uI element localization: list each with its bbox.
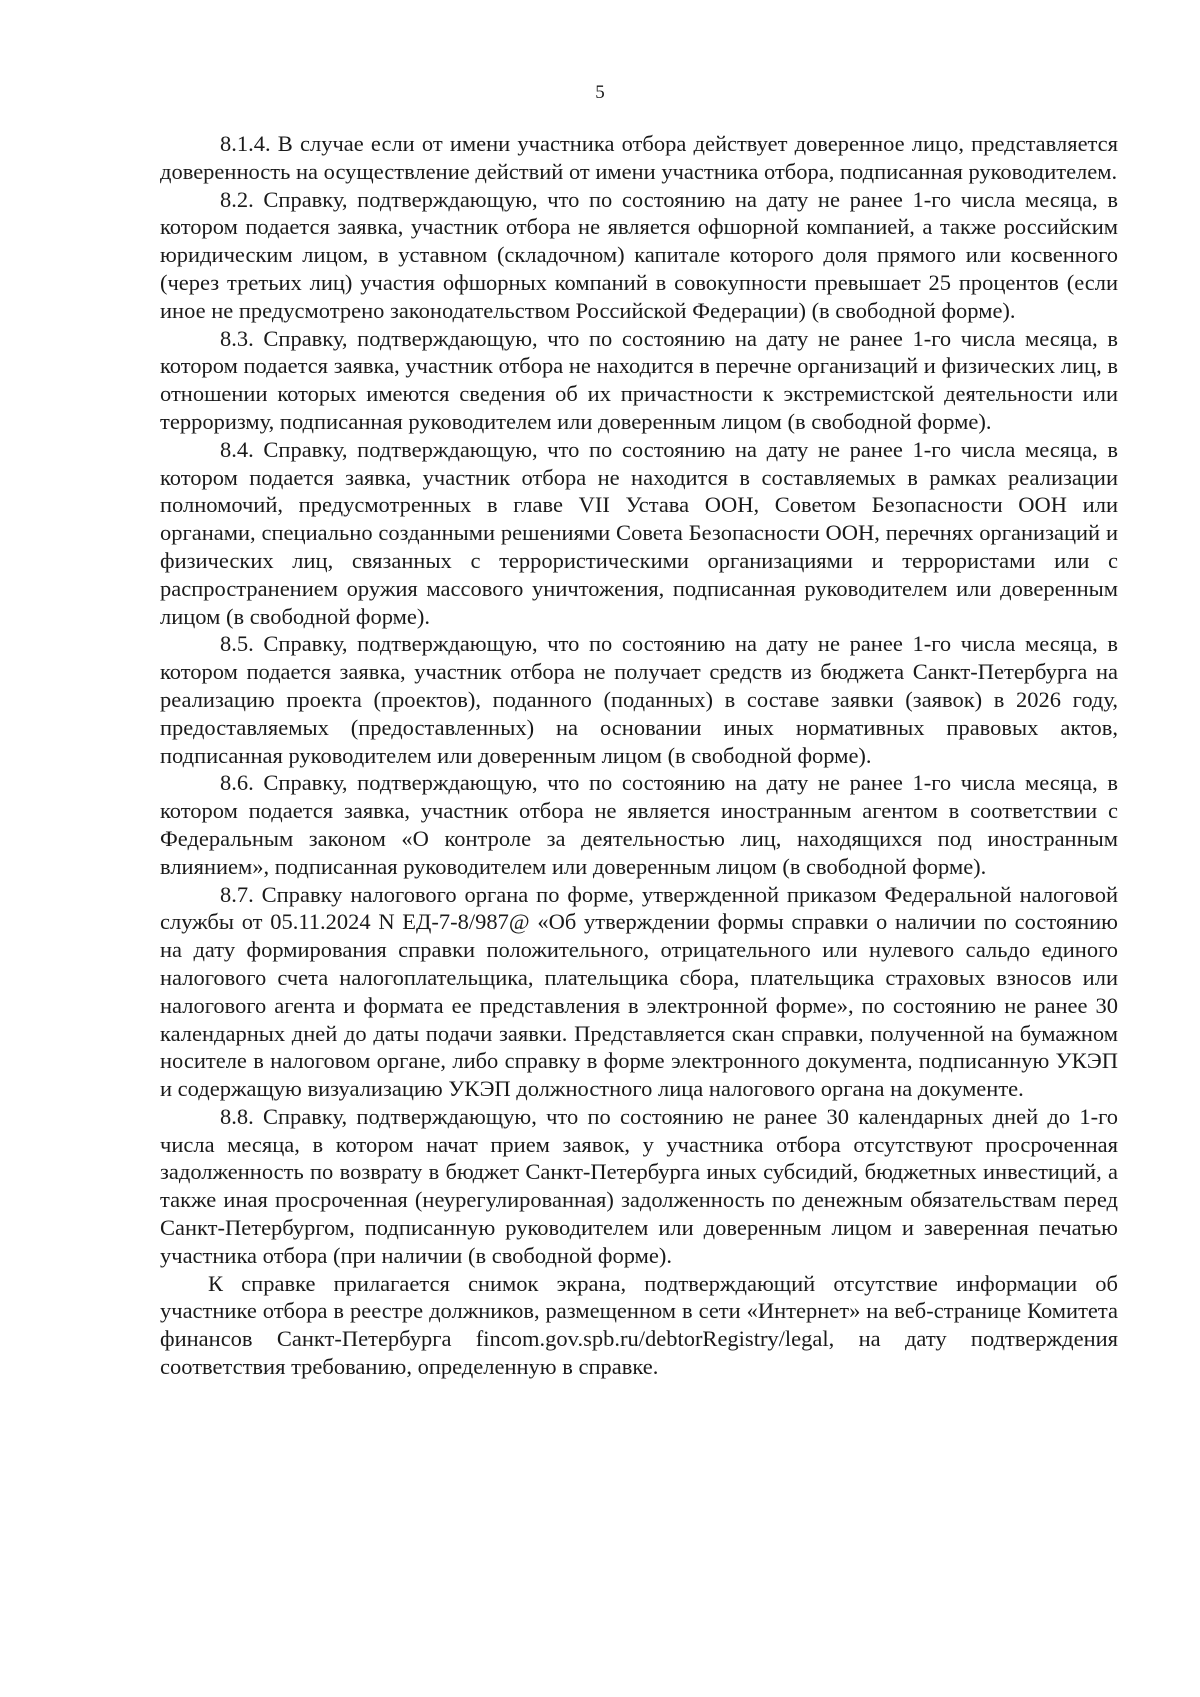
paragraph-8-8: 8.8. Справку, подтверждающую, что по состоянию не ранее 30 календарных дней до 1-го числа месяца, в котором начат прием заявок, у участника отбора отсутствуют просроченная задолженность по возврату в бюджет Санкт-Петербурга иных субсидий, бюджетных инвестиций, а также иная просроченная (неурегулированная) задолженность по денежным обязательствам перед Санкт-Петербургом, подписанную руководителем или доверенным лицом и заверенная печатью участника отбора (при наличии (в свободной форме). [160, 1103, 1118, 1268]
paragraph-8-2: 8.2. Справку, подтверждающую, что по состоянию на дату не ранее 1-го числа месяца, в котором подается заявка, участник отбора не является офшорной компанией, а также российским юридическим лицом, в уставном (складочном) капитале которого доля прямого или косвенного (через третьих лиц) участия офшорных компаний в совокупности превышает 25 процентов (если иное не предусмотрено законодательством Российской Федерации) (в свободной форме). [160, 186, 1118, 323]
page-number: 5 [595, 82, 605, 103]
paragraph-8-4: 8.4. Справку, подтверждающую, что по состоянию на дату не ранее 1-го числа месяца, в котором подается заявка, участник отбора не находится в составляемых в рамках реализации полномочий, предусмотренных в главе VII Устава ООН, Советом Безопасности ООН или органами, специально созданными решениями Совета Безопасности ООН, перечнях организаций и физических лиц, связанных с террористическими организациями и террористами или с распространением оружия массового уничтожения, подписанная руководителем или доверенным лицом (в свободной форме). [160, 436, 1118, 629]
paragraph-8-6: 8.6. Справку, подтверждающую, что по состоянию на дату не ранее 1-го числа месяца, в котором подается заявка, участник отбора не является иностранным агентом в соответствии с Федеральным законом «О контроле за деятельностью лиц, находящихся под иностранным влиянием», подписанная руководителем или доверенным лицом (в свободной форме). [160, 770, 1118, 879]
paragraph-8-5: 8.5. Справку, подтверждающую, что по состоянию на дату не ранее 1-го числа месяца, в котором подается заявка, участник отбора не получает средств из бюджета Санкт-Петербурга на реализацию проекта (проектов), поданного (поданных) в составе заявки (заявок) в 2026 году, предоставляемых (предоставленных) на основании иных нормативных правовых актов, подписанная руководителем или доверенным лицом (в свободной форме). [160, 631, 1118, 768]
paragraph-screenshot-note: К справке прилагается снимок экрана, подтверждающий отсутствие информации об участнике отбора в реестре должников, размещенном в сети «Интернет» на веб-странице Комитета финансов Санкт-Петербурга fincom.gov.spb.ru/debtorRegistry/legal, на дату подтверждения соответствия требованию, определенную в справке. [160, 1270, 1118, 1380]
paragraph-8-3: 8.3. Справку, подтверждающую, что по состоянию на дату не ранее 1-го числа месяца, в котором подается заявка, участник отбора не находится в перечне организаций и физических лиц, в отношении которых имеются сведения об их причастности к экстремистской деятельности или терроризму, подписанная руководителем или доверенным лицом (в свободной форме). [160, 325, 1118, 434]
document-body [160, 130, 1118, 1381]
paragraph-8-1-4: 8.1.4. В случае если от имени участника отбора действует доверенное лицо, представляется доверенность на осуществление действий от имени участника отбора, подписанная руководителем. [160, 131, 1118, 184]
paragraph-8-7: 8.7. Справку налогового органа по форме, утвержденной приказом Федеральной налоговой службы от 05.11.2024 N ЕД-7-8/987@ «Об утверждении формы справки о наличии по состоянию на дату формирования справки положительного, отрицательного или нулевого сальдо единого налогового счета налогоплательщика, плательщика сбора, плательщика страховых взносов или налогового агента и формата ее представления в электронной форме», по состоянию не ранее 30 календарных дней до даты подачи заявки. Представляется скан справки, полученной на бумажном носителе в налоговом органе, либо справку в форме электронного документа, подписанную УКЭП и содержащую визуализацию УКЭП должностного лица налогового органа на документе. [160, 881, 1118, 1102]
